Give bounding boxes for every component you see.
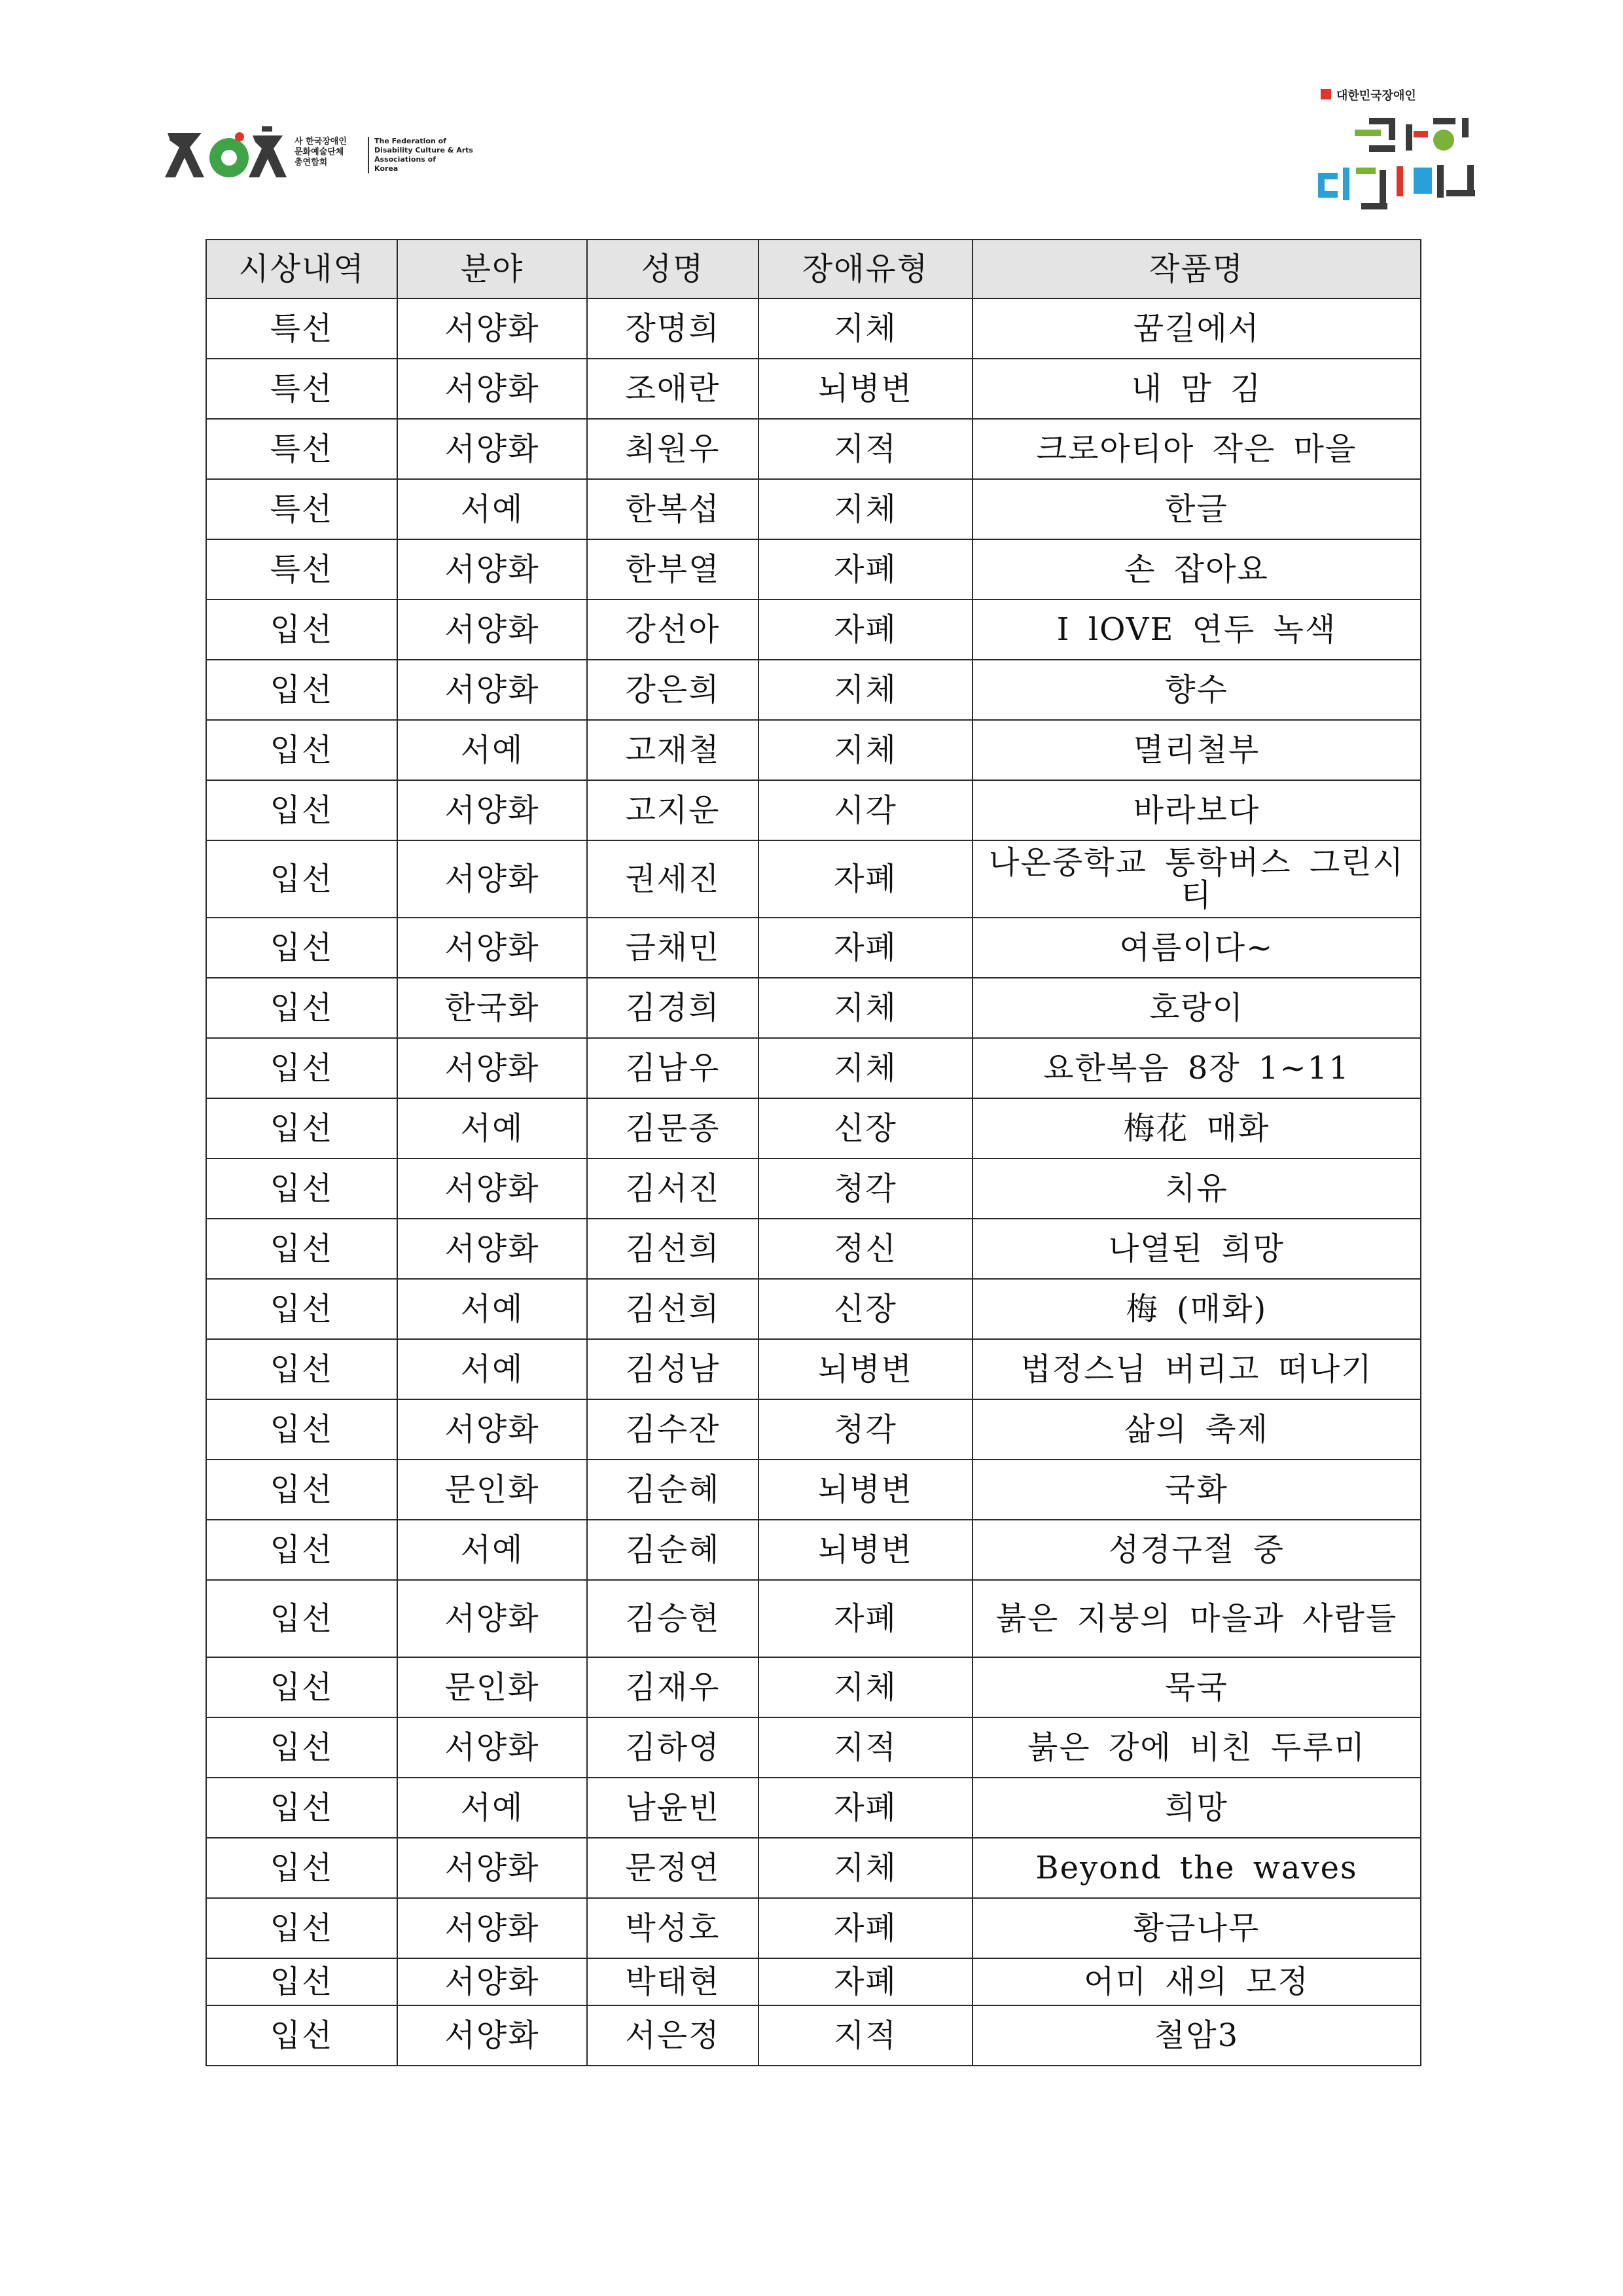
cell-disability-type: 뇌병변 — [758, 1339, 972, 1399]
cell-work-title: 梅花 매화 — [972, 1098, 1421, 1158]
table-row — [206, 1717, 1421, 1778]
header-disability-type: 장애유형 — [758, 240, 972, 298]
cell-field: 서예 — [397, 1520, 587, 1580]
cell-name: 김순혜 — [587, 1520, 758, 1580]
header-name: 성명 — [587, 240, 758, 298]
cell-award: 입선 — [206, 1098, 397, 1158]
cell-field: 서양화 — [397, 1219, 587, 1279]
cell-disability-type: 자폐 — [758, 840, 972, 918]
cell-disability-type: 지적 — [758, 419, 972, 479]
cell-award: 특선 — [206, 359, 397, 419]
table-row — [206, 1158, 1421, 1219]
table-row — [206, 1778, 1421, 1838]
cell-name: 김선희 — [587, 1279, 758, 1339]
cell-field: 서양화 — [397, 918, 587, 978]
cell-field: 서예 — [397, 1778, 587, 1838]
cell-award: 입선 — [206, 1958, 397, 2005]
cell-award: 입선 — [206, 1219, 397, 1279]
cell-field: 서양화 — [397, 1038, 587, 1098]
table-body — [206, 298, 1421, 2066]
cell-name: 남윤빈 — [587, 1778, 758, 1838]
table-row — [206, 780, 1421, 840]
cell-disability-type: 지적 — [758, 2005, 972, 2066]
cell-field: 한국화 — [397, 978, 587, 1038]
cell-award: 입선 — [206, 918, 397, 978]
header-award: 시상내역 — [206, 240, 397, 298]
cell-work-title: 손 잡아요 — [972, 539, 1421, 600]
cell-award: 입선 — [206, 1778, 397, 1838]
table-row — [206, 1038, 1421, 1098]
cell-field: 문인화 — [397, 1657, 587, 1717]
cell-disability-type: 지체 — [758, 1657, 972, 1717]
cell-disability-type: 시각 — [758, 780, 972, 840]
cell-award: 특선 — [206, 419, 397, 479]
cell-award: 입선 — [206, 840, 397, 918]
cell-disability-type: 뇌병변 — [758, 359, 972, 419]
federation-logo — [164, 121, 478, 193]
cell-field: 서양화 — [397, 419, 587, 479]
cell-award: 입선 — [206, 2005, 397, 2066]
cell-disability-type: 자폐 — [758, 539, 972, 600]
cell-award: 입선 — [206, 780, 397, 840]
cell-name: 김수잔 — [587, 1399, 758, 1460]
cell-name: 김하영 — [587, 1717, 758, 1778]
cell-field: 서양화 — [397, 840, 587, 918]
cell-award: 입선 — [206, 1580, 397, 1657]
award-results-table — [205, 239, 1421, 2066]
federation-name-en: The Federation of Disability Culture & Arts Associations of Korea — [374, 137, 473, 173]
table-row — [206, 298, 1421, 359]
cell-work-title: 멸리철부 — [972, 720, 1421, 780]
cell-work-title: 붉은 강에 비친 두루미 — [972, 1717, 1421, 1778]
cell-name: 장명희 — [587, 298, 758, 359]
cell-work-title: Beyond the waves — [972, 1838, 1421, 1898]
cell-work-title: 삶의 축제 — [972, 1399, 1421, 1460]
cell-work-title: 붉은 지붕의 마을과 사람들 — [972, 1580, 1421, 1657]
cell-award: 특선 — [206, 539, 397, 600]
table-row — [206, 2005, 1421, 2066]
cell-work-title: 치유 — [972, 1158, 1421, 1219]
cell-disability-type: 지체 — [758, 479, 972, 539]
table-row — [206, 660, 1421, 720]
cell-field: 서양화 — [397, 298, 587, 359]
cell-field: 서예 — [397, 720, 587, 780]
exhibition-title-logo-icon — [1315, 105, 1486, 223]
cell-disability-type: 신장 — [758, 1098, 972, 1158]
cell-name: 김문종 — [587, 1098, 758, 1158]
cell-award: 입선 — [206, 1717, 397, 1778]
cell-field: 서양화 — [397, 1158, 587, 1219]
table-row — [206, 1219, 1421, 1279]
cell-field: 서양화 — [397, 359, 587, 419]
cell-field: 서예 — [397, 1339, 587, 1399]
cell-award: 입선 — [206, 1339, 397, 1399]
cell-name: 권세진 — [587, 840, 758, 918]
cell-award: 입선 — [206, 1279, 397, 1339]
cell-name: 문정연 — [587, 1838, 758, 1898]
cell-name: 박태현 — [587, 1958, 758, 2005]
cell-award: 입선 — [206, 1898, 397, 1958]
cell-work-title: 황금나무 — [972, 1898, 1421, 1958]
cell-work-title: 향수 — [972, 660, 1421, 720]
cell-name: 서은정 — [587, 2005, 758, 2066]
table-row — [206, 1339, 1421, 1399]
cell-name: 최원우 — [587, 419, 758, 479]
cell-field: 서예 — [397, 1279, 587, 1339]
cell-award: 입선 — [206, 1460, 397, 1520]
cell-field: 서양화 — [397, 1958, 587, 2005]
table-row — [206, 1898, 1421, 1958]
cell-name: 고지운 — [587, 780, 758, 840]
header-work-title: 작품명 — [972, 240, 1421, 298]
cell-name: 김남우 — [587, 1038, 758, 1098]
federation-logo-mark-icon — [164, 121, 288, 187]
cell-field: 서양화 — [397, 1717, 587, 1778]
cell-name: 고재철 — [587, 720, 758, 780]
cell-work-title: 희망 — [972, 1778, 1421, 1838]
table-row — [206, 359, 1421, 419]
cell-award: 입선 — [206, 660, 397, 720]
cell-award: 입선 — [206, 1038, 397, 1098]
cell-work-title: 나온중학교 통학버스 그린시티 — [972, 840, 1421, 918]
table-row — [206, 1958, 1421, 2005]
cell-name: 강은희 — [587, 660, 758, 720]
cell-work-title: 법정스님 버리고 떠나기 — [972, 1339, 1421, 1399]
federation-name-ko: 사 한국장애인 문화예술단체 총연합회 — [294, 137, 347, 168]
cell-work-title: 나열된 희망 — [972, 1219, 1421, 1279]
cell-name: 김서진 — [587, 1158, 758, 1219]
logo-caption: 대한민국장애인 — [1336, 89, 1416, 103]
cell-award: 입선 — [206, 1838, 397, 1898]
table-row — [206, 1098, 1421, 1158]
cell-field: 문인화 — [397, 1460, 587, 1520]
cell-name: 김경희 — [587, 978, 758, 1038]
cell-work-title: 내 맘 김 — [972, 359, 1421, 419]
cell-field: 서양화 — [397, 600, 587, 660]
cell-work-title: 한글 — [972, 479, 1421, 539]
cell-award: 특선 — [206, 479, 397, 539]
cell-award: 입선 — [206, 1399, 397, 1460]
cell-name: 김승현 — [587, 1580, 758, 1657]
cell-field: 서양화 — [397, 1838, 587, 1898]
table-row — [206, 419, 1421, 479]
cell-work-title: 바라보다 — [972, 780, 1421, 840]
cell-work-title: 철암3 — [972, 2005, 1421, 2066]
cell-name: 김재우 — [587, 1657, 758, 1717]
cell-field: 서양화 — [397, 780, 587, 840]
logo-red-square-icon — [1321, 89, 1331, 99]
table-row — [206, 539, 1421, 600]
cell-disability-type: 뇌병변 — [758, 1460, 972, 1520]
cell-award: 입선 — [206, 600, 397, 660]
cell-name: 한부열 — [587, 539, 758, 600]
table-header-row — [206, 240, 1421, 298]
cell-name: 김선희 — [587, 1219, 758, 1279]
cell-field: 서양화 — [397, 539, 587, 600]
cell-name: 한복섭 — [587, 479, 758, 539]
cell-name: 조애란 — [587, 359, 758, 419]
cell-award: 입선 — [206, 720, 397, 780]
cell-award: 입선 — [206, 1520, 397, 1580]
cell-award: 특선 — [206, 298, 397, 359]
cell-work-title: 梅 (매화) — [972, 1279, 1421, 1339]
cell-disability-type: 지적 — [758, 1717, 972, 1778]
cell-disability-type: 지체 — [758, 720, 972, 780]
table-row — [206, 840, 1421, 918]
cell-work-title: 여름이다~ — [972, 918, 1421, 978]
table-row — [206, 600, 1421, 660]
cell-disability-type: 지체 — [758, 978, 972, 1038]
cell-work-title: I lOVE 연두 녹색 — [972, 600, 1421, 660]
table-row — [206, 1520, 1421, 1580]
cell-disability-type: 청각 — [758, 1158, 972, 1219]
table-row — [206, 1279, 1421, 1339]
cell-work-title: 어미 새의 모정 — [972, 1958, 1421, 2005]
table-row — [206, 918, 1421, 978]
cell-disability-type: 자폐 — [758, 1958, 972, 2005]
cell-disability-type: 자폐 — [758, 600, 972, 660]
table-row — [206, 1580, 1421, 1657]
cell-field: 서양화 — [397, 660, 587, 720]
cell-disability-type: 지체 — [758, 1038, 972, 1098]
cell-disability-type: 지체 — [758, 1838, 972, 1898]
art-exhibition-logo — [1315, 85, 1486, 223]
logo-divider — [368, 137, 369, 173]
cell-disability-type: 자폐 — [758, 918, 972, 978]
cell-work-title: 꿈길에서 — [972, 298, 1421, 359]
cell-disability-type: 지체 — [758, 298, 972, 359]
cell-name: 김성남 — [587, 1339, 758, 1399]
cell-field: 서예 — [397, 1098, 587, 1158]
cell-field: 서예 — [397, 479, 587, 539]
table-row — [206, 978, 1421, 1038]
cell-field: 서양화 — [397, 2005, 587, 2066]
cell-name: 김순혜 — [587, 1460, 758, 1520]
table-row — [206, 1657, 1421, 1717]
cell-work-title: 국화 — [972, 1460, 1421, 1520]
cell-disability-type: 청각 — [758, 1399, 972, 1460]
cell-work-title: 성경구절 중 — [972, 1520, 1421, 1580]
table-row — [206, 479, 1421, 539]
table-row — [206, 1460, 1421, 1520]
cell-disability-type: 신장 — [758, 1279, 972, 1339]
cell-field: 서양화 — [397, 1399, 587, 1460]
cell-award: 입선 — [206, 978, 397, 1038]
cell-work-title: 호랑이 — [972, 978, 1421, 1038]
cell-disability-type: 뇌병변 — [758, 1520, 972, 1580]
cell-disability-type: 자폐 — [758, 1898, 972, 1958]
table-row — [206, 1399, 1421, 1460]
cell-field: 서양화 — [397, 1898, 587, 1958]
cell-disability-type: 자폐 — [758, 1580, 972, 1657]
cell-name: 강선아 — [587, 600, 758, 660]
cell-work-title: 요한복음 8장 1~11 — [972, 1038, 1421, 1098]
cell-name: 금채민 — [587, 918, 758, 978]
cell-field: 서양화 — [397, 1580, 587, 1657]
cell-disability-type: 정신 — [758, 1219, 972, 1279]
header-field: 분야 — [397, 240, 587, 298]
cell-award: 입선 — [206, 1657, 397, 1717]
cell-disability-type: 지체 — [758, 660, 972, 720]
cell-work-title: 크로아티아 작은 마을 — [972, 419, 1421, 479]
table-row — [206, 720, 1421, 780]
table-row — [206, 1838, 1421, 1898]
cell-disability-type: 자폐 — [758, 1778, 972, 1838]
cell-name: 박성호 — [587, 1898, 758, 1958]
cell-work-title: 묵국 — [972, 1657, 1421, 1717]
cell-award: 입선 — [206, 1158, 397, 1219]
